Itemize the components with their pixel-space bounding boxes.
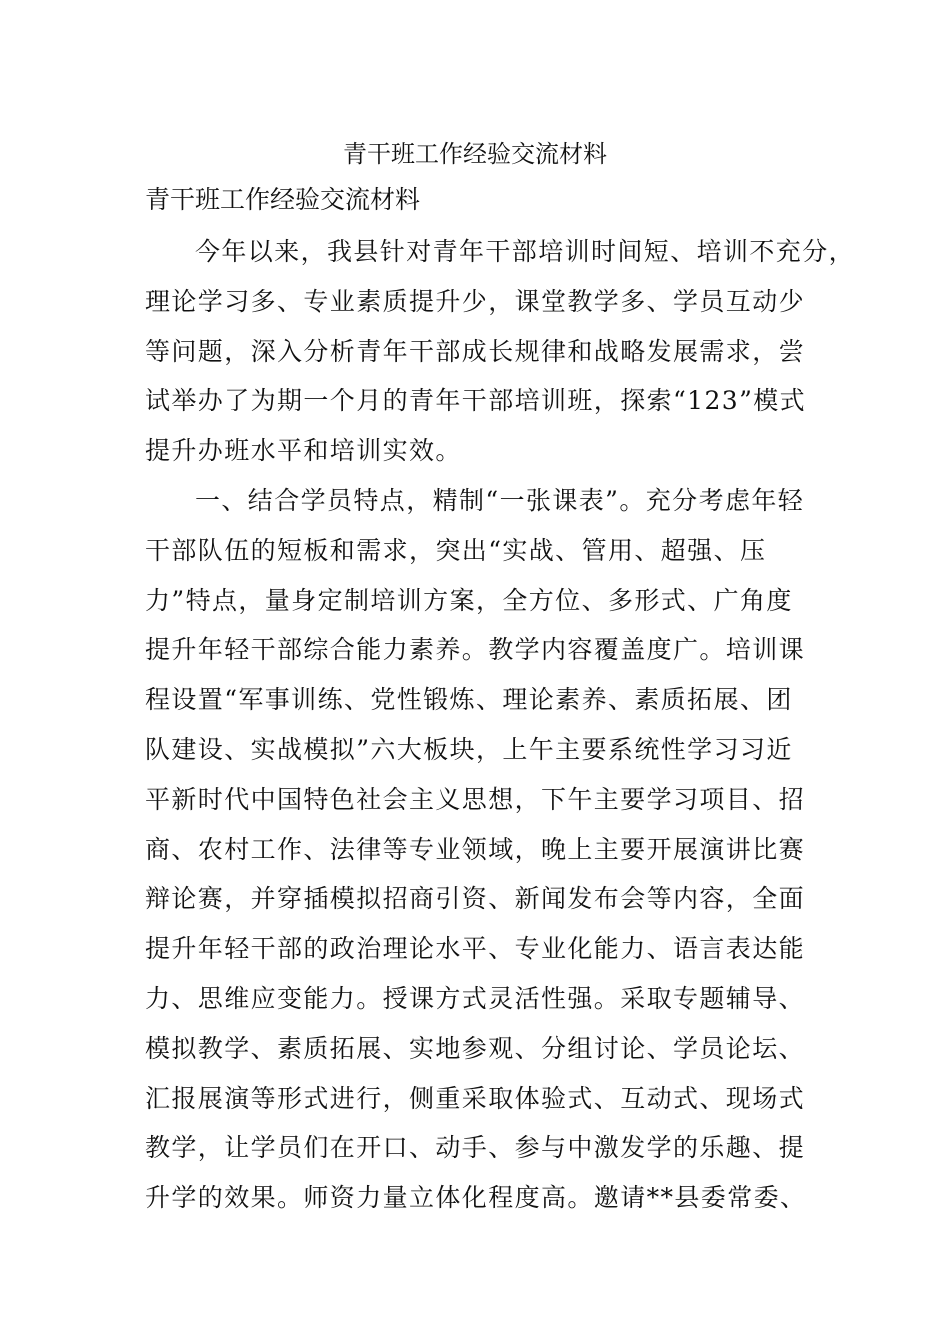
text-line: 教学，让学员们在开口、动手、参与中激发学的乐趣、提 xyxy=(145,1133,806,1163)
document-body xyxy=(145,227,856,1223)
text-line: 汇报展演等形式进行，侧重采取体验式、互动式、现场式 xyxy=(145,1083,806,1113)
text-line: 提升年轻干部综合能力素养。教学内容覆盖度广。培训课 xyxy=(145,635,806,665)
text-line: 升学的效果。师资力量立体化程度高。邀请**县委常委、 xyxy=(145,1183,807,1213)
text-line: 提升年轻干部的政治理论水平、专业化能力、语言表达能 xyxy=(145,934,806,964)
text-line: 模拟教学、素质拓展、实地参观、分组讨论、学员论坛、 xyxy=(145,1033,806,1063)
text-line: 力、思维应变能力。授课方式灵活性强。采取专题辅导、 xyxy=(145,983,806,1013)
text-line: 理论学习多、专业素质提升少，课堂教学多、学员互动少 xyxy=(145,286,806,316)
document-title: 青干班工作经验交流材料 xyxy=(343,140,607,168)
text-line: 今年以来，我县针对青年干部培训时间短、培训不充分， xyxy=(195,237,856,266)
text-line: 平新时代中国特色社会主义思想，下午主要学习项目、招 xyxy=(145,784,806,814)
text-line: 提升办班水平和培训实效。 xyxy=(145,436,462,466)
text-line: 队建设、实战模拟”六大板块，上午主要系统性学习习近 xyxy=(145,734,793,764)
document-subtitle: 青干班工作经验交流材料 xyxy=(145,185,421,214)
text-line: 干部队伍的短板和需求，突出“实战、管用、超强、压 xyxy=(145,535,767,565)
text-line: 程设置“军事训练、党性锻炼、理论素养、素质拓展、团 xyxy=(145,685,793,715)
text-line: 辩论赛，并穿插模拟招商引资、新闻发布会等内容，全面 xyxy=(145,884,806,914)
text-line: 力”特点，量身定制培训方案，全方位、多形式、广角度 xyxy=(145,585,793,615)
text-line: 等问题，深入分析青年干部成长规律和战略发展需求，尝 xyxy=(145,336,806,366)
text-line: 一、结合学员特点，精制“一张课表”。充分考虑年轻 xyxy=(195,485,805,515)
text-line: 商、农村工作、法律等专业领域，晚上主要开展演讲比赛 xyxy=(145,834,806,864)
text-line: 试举办了为期一个月的青年干部培训班，探索“123”模式 xyxy=(145,386,807,416)
